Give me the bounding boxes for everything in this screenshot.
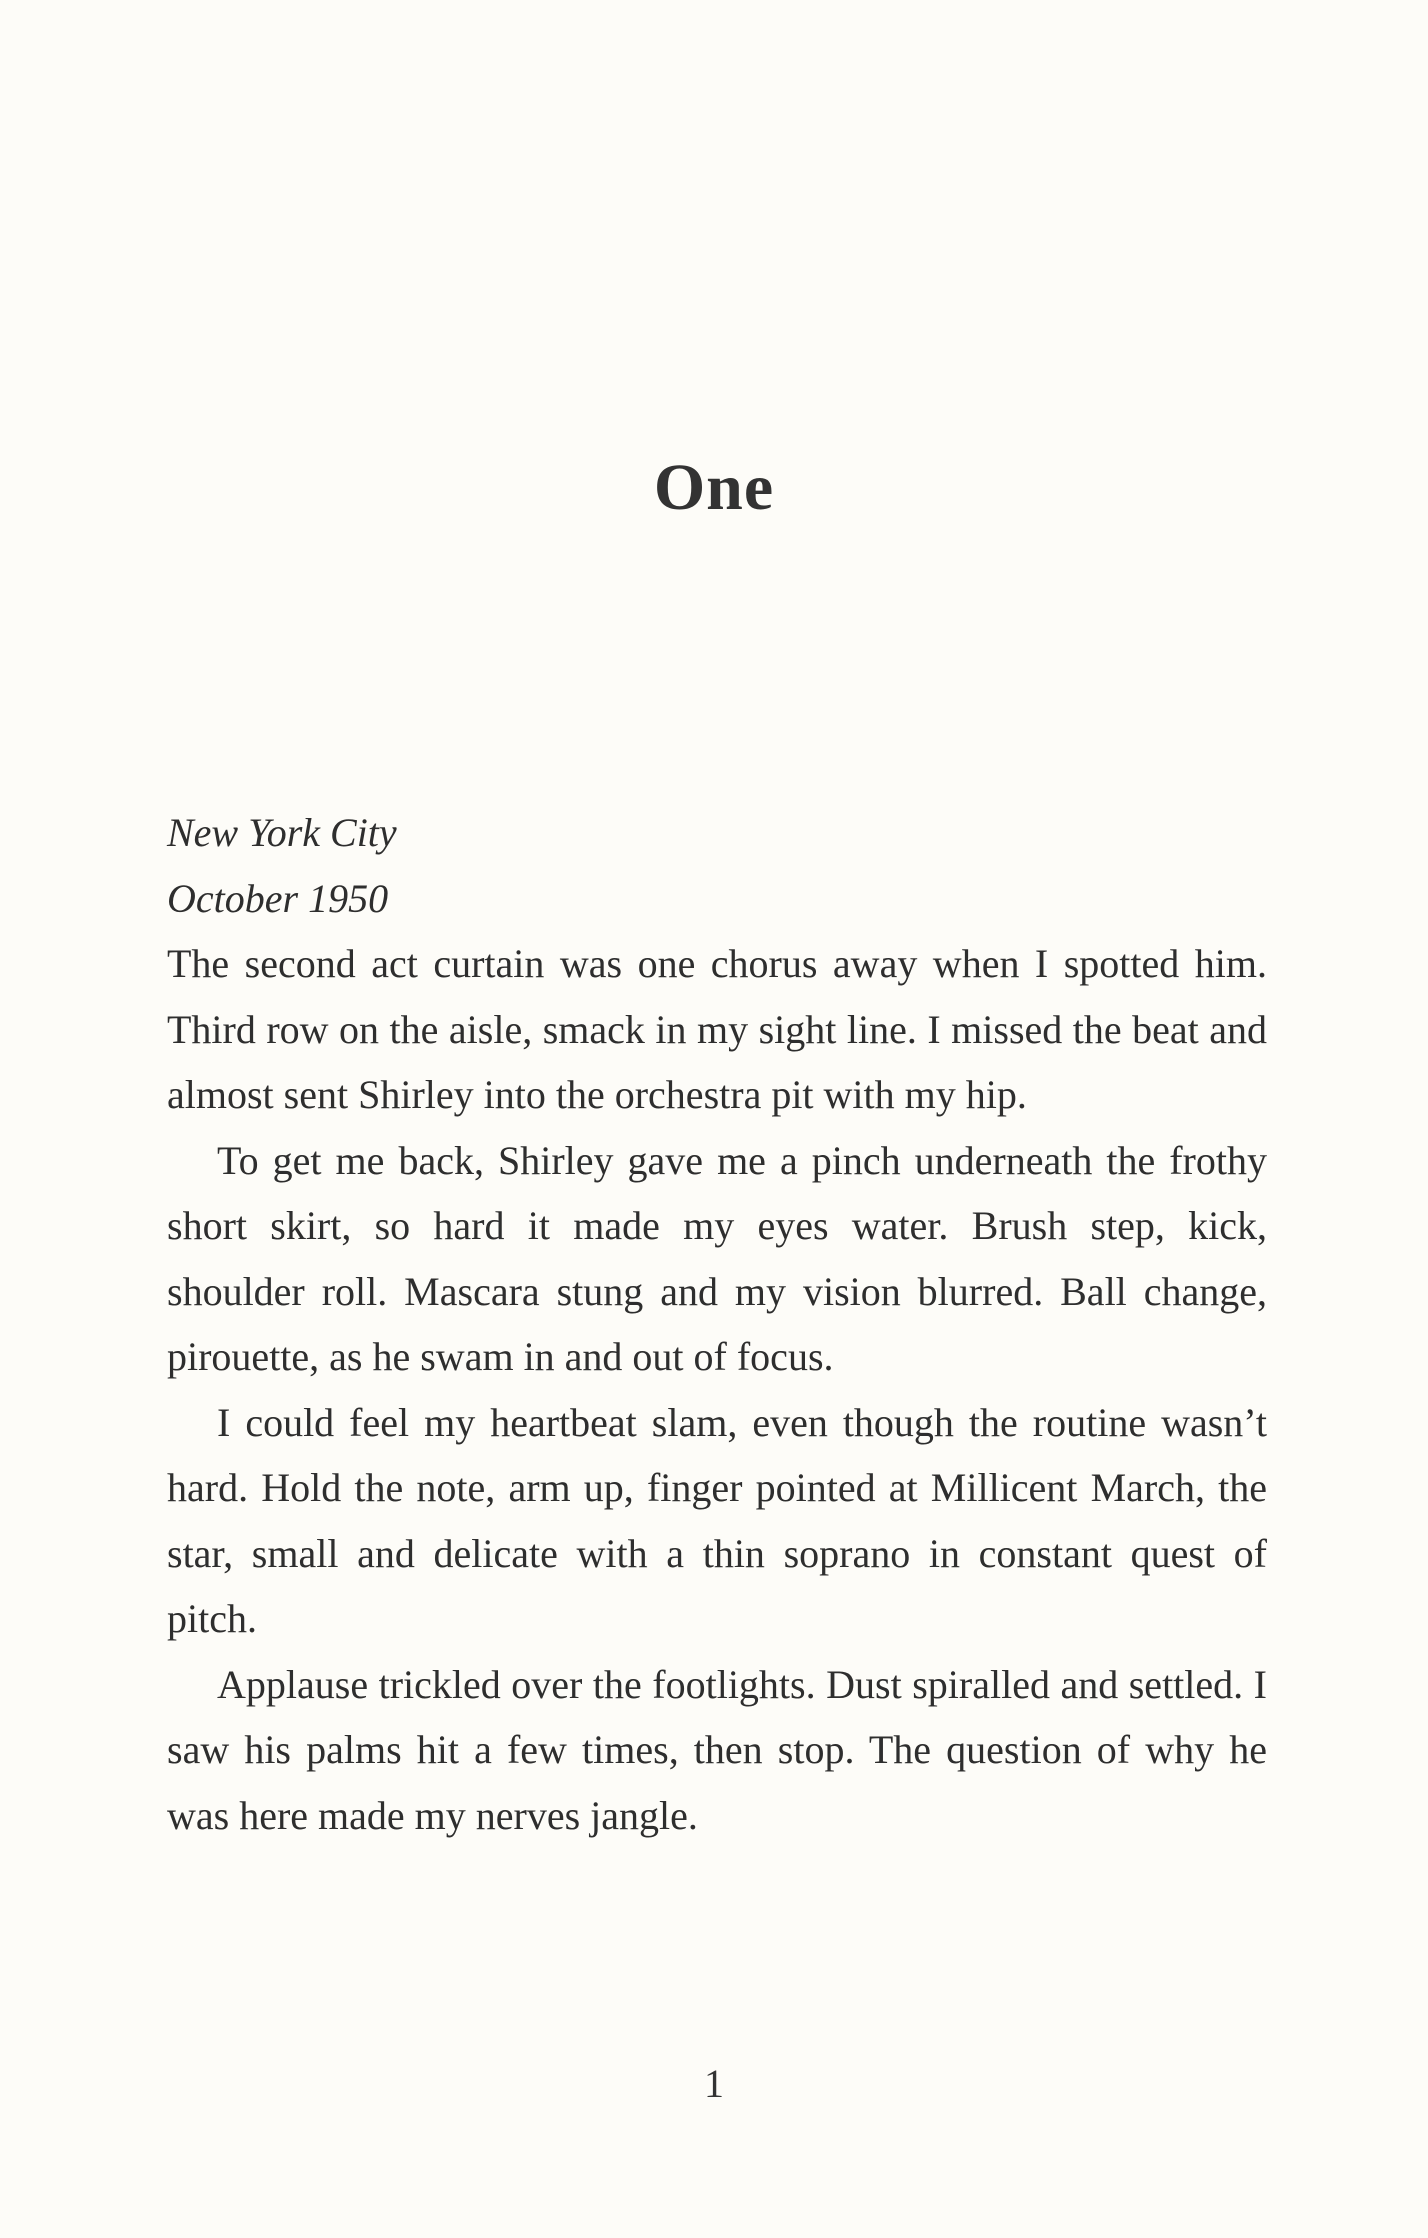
paragraph: I could feel my heartbeat slam, even though the routine wasn’t hard. Hold the note, arm up, finger pointed at Millicent March, the star, small and delicate with a thin soprano in constant quest of pitch. <box>167 1399 1267 1641</box>
chapter-title: One <box>653 451 775 524</box>
paragraph: The second act curtain was one chorus away when I spotted him. Third row on the aisle, smack in my sight line. I missed the beat and almost sent Shirley into the orchestra pit with my hip. <box>167 941 1267 1117</box>
dateline-place: New York City <box>167 810 397 855</box>
paragraph: To get me back, Shirley gave me a pinch underneath the frothy short skirt, so hard it made my eyes water. Brush step, kick, shoulder roll. Mascara stung and my vision blurred. Ball change, pirouette, as he swam in and out of focus. <box>167 1137 1267 1379</box>
paragraph: Applause trickled over the footlights. Dust spiralled and settled. I saw his palms hit a few times, then stop. The question of why he was here made my nerves jangle. <box>167 1661 1267 1838</box>
chapter-body <box>167 800 1267 1848</box>
page-number: 1 <box>704 2061 724 2106</box>
dateline-date: October 1950 <box>167 875 389 921</box>
